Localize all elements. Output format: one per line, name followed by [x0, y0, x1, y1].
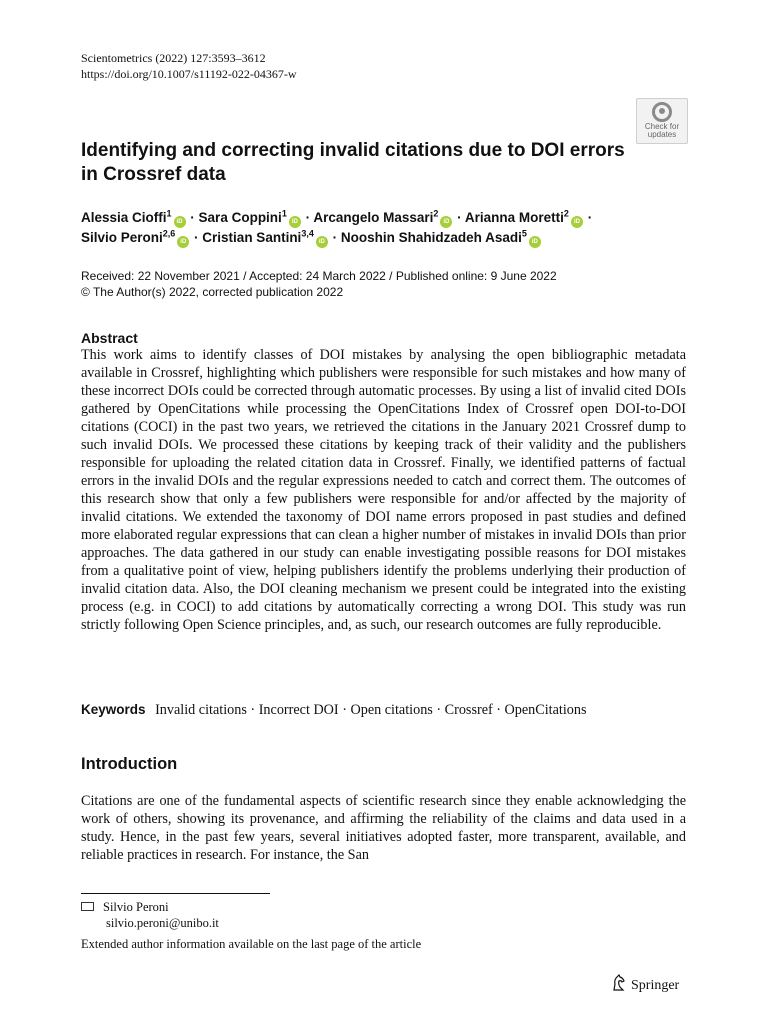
orcid-icon[interactable]: iD [440, 216, 452, 228]
springer-horse-icon [611, 974, 627, 992]
introduction-heading: Introduction [81, 755, 178, 773]
author-separator: · [186, 210, 199, 225]
keywords-text: Invalid citations · Incorrect DOI · Open citations · Crossref · OpenCitations [155, 702, 587, 718]
author-separator: · [583, 210, 593, 225]
orcid-icon[interactable]: iD [289, 216, 301, 228]
author-separator: · [453, 210, 465, 225]
author-name[interactable]: Sara Coppini [198, 210, 282, 225]
author-affiliation: 2,6 [162, 228, 176, 239]
journal-header [81, 50, 297, 82]
copyright-line: © The Author(s) 2022, corrected publication 2022 [81, 285, 344, 299]
author-affiliation: 1 [166, 208, 172, 219]
keywords-label: Keywords [81, 702, 146, 717]
check-for-updates-icon [652, 102, 672, 122]
author-affiliation: 1 [281, 208, 287, 219]
keywords-line [81, 701, 686, 719]
author-separator: · [328, 230, 341, 245]
author-name[interactable]: Arianna Moretti [464, 210, 564, 225]
extended-author-note: Extended author information available on the last page of the article [81, 937, 422, 951]
orcid-icon[interactable]: iD [177, 236, 189, 248]
author-separator: · [301, 210, 314, 225]
publication-dates [81, 268, 557, 300]
author-affiliation: 2 [563, 208, 569, 219]
author-name[interactable]: Arcangelo Massari [313, 210, 434, 225]
check-badge-line2: updates [647, 130, 677, 139]
author-affiliation: 3,4 [301, 228, 314, 239]
orcid-icon[interactable]: iD [316, 236, 328, 248]
contact-name: Silvio Peroni [103, 900, 169, 914]
check-badge-line1: Check for [644, 122, 680, 131]
envelope-icon [81, 902, 94, 911]
contact-email[interactable]: silvio.peroni@unibo.it [106, 916, 219, 930]
author-name[interactable]: Nooshin Shahidzadeh Asadi [340, 230, 522, 245]
abstract-body: This work aims to identify classes of DOI mistakes by analysing the open bibliographic metadata available in Crossref, highlighting which publishers were responsible for such mistakes and how many of these incorrect DOIs could be corrected through automatic processes. By using a list of invalid cited DOIs gathered by OpenCitations while processing the OpenCitations Index of Crossref open DOI-to-DOI citations (COCI) in the past two years, we retrieved the citations in the January 2021 Crossref dump to such invalid DOIs. We processed these citations by keeping track of their validity and the publishers responsible for uploading the related citation data in Crossref. Finally, we identified patterns of factual errors in the invalid DOIs and the regular expressions needed to catch and correct them. The outcomes of this research show that only a few publishers were responsible for and/or affected by the majority of invalid citations. We extended the taxonomy of DOI name errors proposed in past studies and defined more elaborated regular expressions that can clean a higher number of mistakes in invalid DOIs than prior approaches. The data gathered in our study can enable investigating possible reasons for DOI mistakes from a qualitative point of view, helping publishers identify the problems underlying their production of invalid citation data. Also, the DOI cleaning mechanism we present could be integrated into the existing process (e.g. in COCI) to add citations by automatically correcting a wrong DOI. This study was run strictly following Open Science principles, and, as such, our research outcomes are fully reproducible. [81, 347, 686, 633]
author-name[interactable]: Silvio Peroni [81, 230, 163, 245]
publisher-name: Springer [631, 978, 680, 993]
doi-link[interactable]: https://doi.org/10.1007/s11192-022-04367-w [81, 67, 297, 81]
author-list [81, 208, 681, 248]
author-separator: · [190, 230, 203, 245]
publisher-logo [611, 974, 679, 995]
orcid-icon[interactable]: iD [571, 216, 583, 228]
author-name[interactable]: Alessia Cioffi [81, 210, 167, 225]
journal-citation: Scientometrics (2022) 127:3593–3612 [81, 51, 266, 65]
dates-received-accepted: Received: 22 November 2021 / Accepted: 24 March 2022 / Published online: 9 June 2022 [81, 269, 557, 283]
introduction-body: Citations are one of the fundamental aspects of scientific research since they enable acknowledging the work of others, showing its provenance, and affirming the reliability of the claims and data used in a study. Hence, in the past few years, several initiatives adopted faster, more transparent, available, and reliable practices in research. For instance, the San [81, 793, 686, 863]
author-affiliation: 5 [521, 228, 527, 239]
orcid-icon[interactable]: iD [174, 216, 186, 228]
footnote-divider [81, 893, 270, 894]
corresponding-author [81, 899, 219, 931]
orcid-icon[interactable]: iD [529, 236, 541, 248]
author-affiliation: 2 [433, 208, 439, 219]
author-name[interactable]: Cristian Santini [202, 230, 302, 245]
article-title: Identifying and correcting invalid citations due to DOI errors in Crossref data [81, 140, 625, 185]
abstract-heading: Abstract [81, 330, 138, 346]
check-for-updates-badge[interactable] [636, 98, 688, 144]
